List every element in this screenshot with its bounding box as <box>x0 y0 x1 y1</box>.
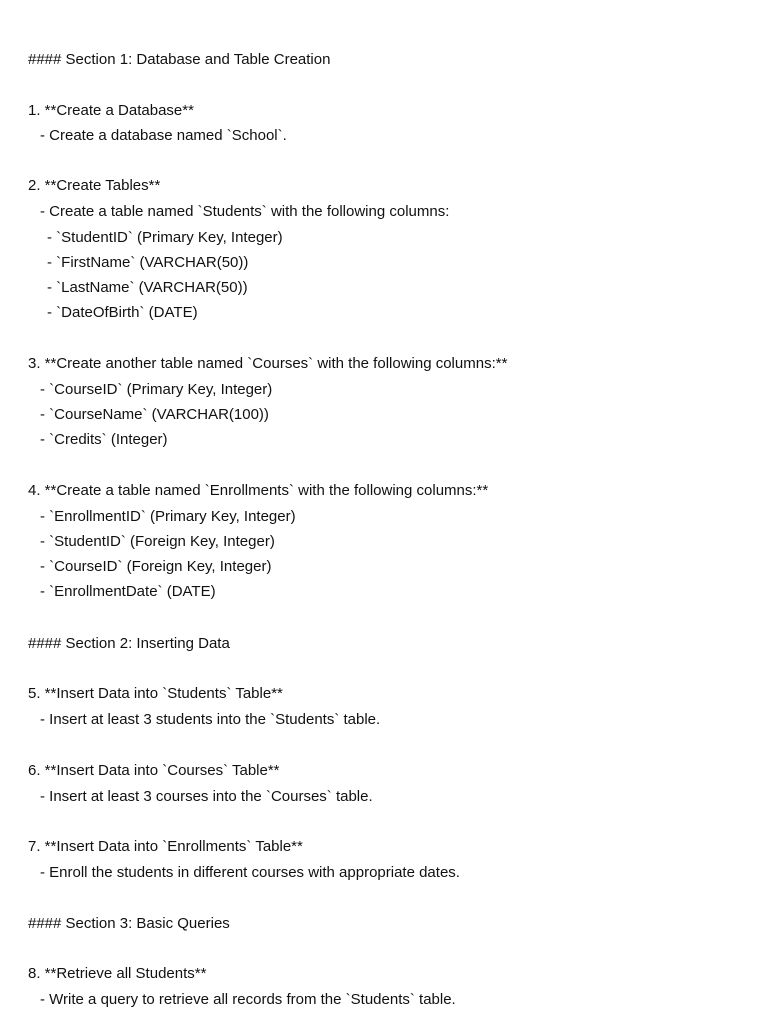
item-detail: - `EnrollmentID` (Primary Key, Integer) <box>40 508 296 525</box>
item-detail: - `EnrollmentDate` (DATE) <box>40 583 216 600</box>
item-heading: 6. **Insert Data into `Courses` Table** <box>28 762 280 779</box>
item-detail: - `CourseID` (Foreign Key, Integer) <box>40 558 272 575</box>
item-detail: - `CourseID` (Primary Key, Integer) <box>40 381 273 398</box>
column-detail: - `LastName` (VARCHAR(50)) <box>47 279 248 296</box>
column-detail: - `FirstName` (VARCHAR(50)) <box>47 254 249 271</box>
section-heading: #### Section 2: Inserting Data <box>28 635 230 652</box>
section-heading: #### Section 1: Database and Table Creation <box>28 51 331 68</box>
item-heading: 5. **Insert Data into `Students` Table** <box>28 685 283 702</box>
item-detail: - Create a database named `School`. <box>40 127 287 144</box>
item-detail: - Enroll the students in different courses with appropriate dates. <box>40 864 460 881</box>
item-heading: 1. **Create a Database** <box>28 102 194 119</box>
item-detail: - `Credits` (Integer) <box>40 431 168 448</box>
section-heading: #### Section 3: Basic Queries <box>28 915 230 932</box>
item-heading: 2. **Create Tables** <box>28 177 161 194</box>
item-heading: 8. **Retrieve all Students** <box>28 965 207 982</box>
column-detail: - `StudentID` (Primary Key, Integer) <box>47 229 283 246</box>
item-detail: - Insert at least 3 students into the `Students` table. <box>40 711 381 728</box>
item-heading: 7. **Insert Data into `Enrollments` Table** <box>28 838 303 855</box>
item-detail: - Insert at least 3 courses into the `Courses` table. <box>40 788 373 805</box>
item-detail: - `StudentID` (Foreign Key, Integer) <box>40 533 275 550</box>
column-detail: - `DateOfBirth` (DATE) <box>47 304 198 321</box>
item-detail: - `CourseName` (VARCHAR(100)) <box>40 406 269 423</box>
item-heading: 3. **Create another table named `Courses` with the following columns:** <box>28 355 508 372</box>
item-detail: - Create a table named `Students` with the following columns: <box>40 203 450 220</box>
item-detail: - Write a query to retrieve all records from the `Students` table. <box>40 991 456 1008</box>
item-heading: 4. **Create a table named `Enrollments` with the following columns:** <box>28 482 489 499</box>
